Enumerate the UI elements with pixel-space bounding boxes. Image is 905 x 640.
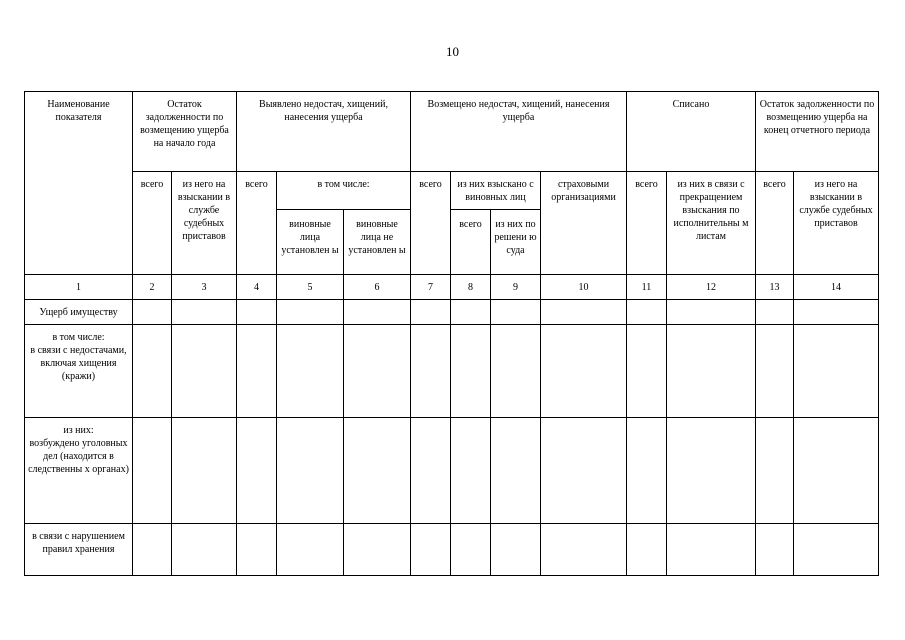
table-row-criminal-cases bbox=[25, 418, 879, 524]
table-cell bbox=[627, 325, 667, 418]
table-cell bbox=[756, 524, 794, 576]
table-cell bbox=[411, 300, 451, 325]
table-cell bbox=[756, 325, 794, 418]
row-label: в том числе: в связи с недостачами, включая хищения (кражи) bbox=[25, 325, 133, 418]
table-cell bbox=[794, 524, 879, 576]
header-recovered-from-culprits: из них взыскано с виновных лиц bbox=[451, 172, 541, 210]
table-cell bbox=[491, 325, 541, 418]
row-label: Ущерб имуществу bbox=[25, 300, 133, 325]
column-number: 12 bbox=[667, 275, 756, 300]
header-balance-end: Остаток задолженности по возмещению ущерба на конец отчетного периода bbox=[756, 92, 879, 172]
column-number: 6 bbox=[344, 275, 411, 300]
header-col9-by-court: из них по решени ю суда bbox=[491, 210, 541, 275]
table-cell bbox=[411, 325, 451, 418]
column-number: 10 bbox=[541, 275, 627, 300]
header-compensated: Возмещено недостач, хищений, нанесения ущерба bbox=[411, 92, 627, 172]
column-number: 8 bbox=[451, 275, 491, 300]
table-cell bbox=[794, 418, 879, 524]
table-cell bbox=[451, 300, 491, 325]
table-cell bbox=[667, 300, 756, 325]
table-cell bbox=[277, 418, 344, 524]
table-cell bbox=[667, 524, 756, 576]
table-row-shortages bbox=[25, 325, 879, 418]
table-cell bbox=[541, 325, 627, 418]
header-row-sub bbox=[25, 172, 879, 210]
header-col5-culprits-known: виновные лица установлен ы bbox=[277, 210, 344, 275]
header-col7-total: всего bbox=[411, 172, 451, 275]
header-col6-culprits-unknown: виновные лица не установлен ы bbox=[344, 210, 411, 275]
column-number: 1 bbox=[25, 275, 133, 300]
table-row-storage-violation bbox=[25, 524, 879, 576]
header-name: Наименование показателя bbox=[25, 92, 133, 275]
table-cell bbox=[237, 524, 277, 576]
row-label: в связи с нарушением правил хранения bbox=[25, 524, 133, 576]
header-col13-total: всего bbox=[756, 172, 794, 275]
header-detected: Выявлено недостач, хищений, нанесения ущерба bbox=[237, 92, 411, 172]
column-number: 13 bbox=[756, 275, 794, 300]
column-number: 5 bbox=[277, 275, 344, 300]
table-cell bbox=[277, 524, 344, 576]
row-label: из них: возбуждено уголовных дел (находится в следственны х органах) bbox=[25, 418, 133, 524]
table-cell bbox=[541, 524, 627, 576]
header-row-groups bbox=[25, 92, 879, 172]
table-cell bbox=[627, 524, 667, 576]
table-cell bbox=[344, 325, 411, 418]
page-number: 10 bbox=[446, 44, 459, 59]
header-written-off: Списано bbox=[627, 92, 756, 172]
header-balance-start: Остаток задолженности по возмещению ущерба на начало года bbox=[133, 92, 237, 172]
column-number: 4 bbox=[237, 275, 277, 300]
table-cell bbox=[491, 418, 541, 524]
table-cell bbox=[237, 325, 277, 418]
table-cell bbox=[277, 300, 344, 325]
table-cell bbox=[172, 325, 237, 418]
table-cell bbox=[627, 418, 667, 524]
header-col12-writeoff-reason: из них в связи с прекращением взыскания по исполнительны м листам bbox=[667, 172, 756, 275]
table-cell bbox=[133, 524, 172, 576]
column-number: 14 bbox=[794, 275, 879, 300]
header-including: в том числе: bbox=[277, 172, 411, 210]
table-cell bbox=[344, 300, 411, 325]
table-cell bbox=[237, 300, 277, 325]
table-cell bbox=[491, 300, 541, 325]
table-cell bbox=[756, 418, 794, 524]
table-cell bbox=[491, 524, 541, 576]
header-col14-bailiffs: из него на взыскании в службе судебных приставов bbox=[794, 172, 879, 275]
column-numbers-row bbox=[25, 275, 879, 300]
table-cell bbox=[172, 524, 237, 576]
table-cell bbox=[667, 418, 756, 524]
table-cell bbox=[411, 418, 451, 524]
table-cell bbox=[667, 325, 756, 418]
table-cell bbox=[237, 418, 277, 524]
table-cell bbox=[756, 300, 794, 325]
table-cell bbox=[627, 300, 667, 325]
header-col8-total: всего bbox=[451, 210, 491, 275]
table-cell bbox=[451, 418, 491, 524]
table-cell bbox=[172, 418, 237, 524]
table-row-property-damage bbox=[25, 300, 879, 325]
table-cell bbox=[172, 300, 237, 325]
column-number: 9 bbox=[491, 275, 541, 300]
header-col11-total: всего bbox=[627, 172, 667, 275]
table-cell bbox=[541, 418, 627, 524]
table-cell bbox=[344, 524, 411, 576]
column-number: 7 bbox=[411, 275, 451, 300]
table-cell bbox=[411, 524, 451, 576]
damage-report-table bbox=[24, 91, 879, 576]
table-cell bbox=[133, 300, 172, 325]
table-cell bbox=[133, 418, 172, 524]
column-number: 3 bbox=[172, 275, 237, 300]
column-number: 2 bbox=[133, 275, 172, 300]
table-cell bbox=[794, 300, 879, 325]
header-col3-bailiffs: из него на взыскании в службе судебных приставов bbox=[172, 172, 237, 275]
table-cell bbox=[451, 524, 491, 576]
header-col10-insurance: страховыми организациями bbox=[541, 172, 627, 275]
table-cell bbox=[541, 300, 627, 325]
table-cell bbox=[451, 325, 491, 418]
header-col4-total: всего bbox=[237, 172, 277, 275]
table-cell bbox=[344, 418, 411, 524]
table-cell bbox=[277, 325, 344, 418]
column-number: 11 bbox=[627, 275, 667, 300]
table-cell bbox=[133, 325, 172, 418]
header-col2-total: всего bbox=[133, 172, 172, 275]
table-cell bbox=[794, 325, 879, 418]
